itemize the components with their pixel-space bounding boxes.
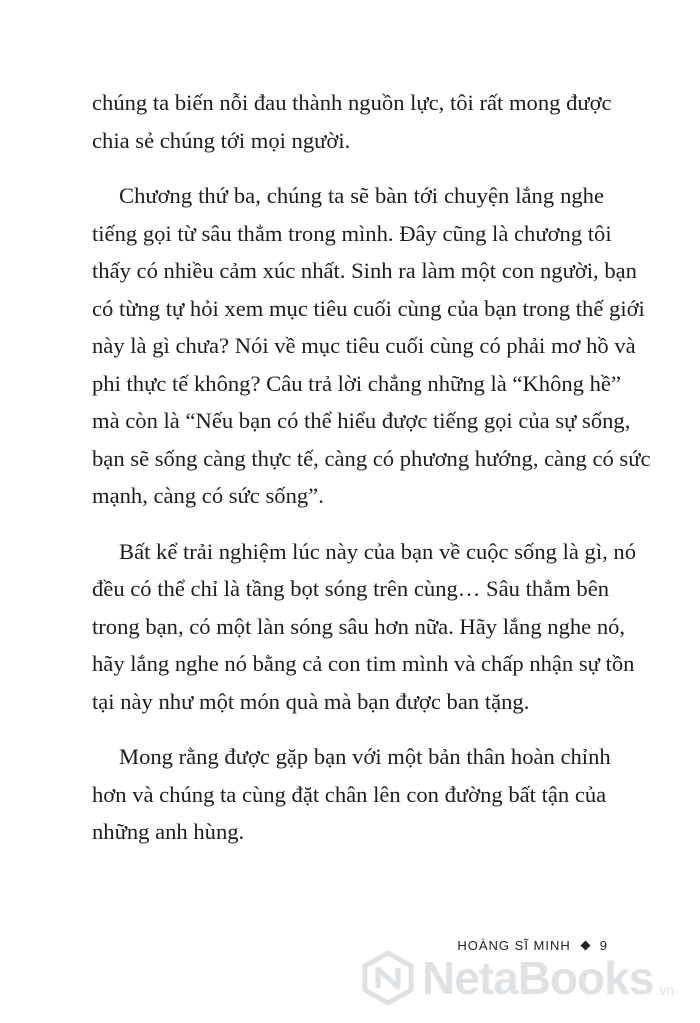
text-line: chúng ta biến nỗi đau thành nguồn lực, tôi rất mong được <box>92 90 612 115</box>
watermark-text: NetaBooks <box>422 952 654 1004</box>
paragraph <box>92 177 651 515</box>
text-line: này là gì chưa? Nói về mục tiêu cuối cùng có phải mơ hồ và <box>92 333 636 358</box>
text-line: Mong rằng được gặp bạn với một bản thân hoàn chỉnh <box>119 744 611 769</box>
text-line: có từng tự hỏi xem mục tiêu cuối cùng của bạn trong thế giới <box>92 295 645 321</box>
text-line: đều có thể chỉ là tầng bọt sóng trên cùng… Sâu thẳm bên <box>92 576 610 601</box>
text-line: thấy có nhiều cảm xúc nhất. Sinh ra làm một con người, bạn <box>92 258 637 283</box>
text-line: những anh hùng. <box>92 819 245 844</box>
text-line: Chương thứ ba, chúng ta sẽ bàn tới chuyện lắng nghe <box>119 183 604 208</box>
text-line: hãy lắng nghe nó bằng cả con tim mình và chấp nhận sự tồn <box>92 651 635 676</box>
text-line: tại này như một món quà mà bạn được ban tặng. <box>92 688 530 714</box>
text-line: phi thực tế không? Câu trả lời chẳng những là “Không hề” <box>92 370 621 396</box>
text-line: chia sẻ chúng tới mọi người. <box>92 127 351 153</box>
paragraph <box>92 84 612 159</box>
text-line: mà còn là “Nếu bạn có thể hiểu được tiếng gọi của sự sống, <box>92 408 631 433</box>
text-line: hơn và chúng ta cùng đặt chân lên con đường bất tận của <box>92 781 607 807</box>
text-line: tiếng gọi từ sâu thẳm trong mình. Đây cũng là chương tôi <box>92 220 612 246</box>
diamond-separator-icon <box>580 941 590 951</box>
author-name: HOÀNG SĨ MINH <box>457 938 571 953</box>
body-text <box>92 84 651 869</box>
text-line: Bất kể trải nghiệm lúc này của bạn về cuộc sống là gì, nó <box>119 538 636 564</box>
paragraph <box>92 738 611 851</box>
text-line: trong bạn, có một làn sóng sâu hơn nữa. Hãy lắng nghe nó, <box>92 613 626 639</box>
watermark-suffix: .vn <box>655 982 674 998</box>
paragraph <box>92 533 636 721</box>
netabooks-logo-icon <box>360 950 416 1006</box>
page-number: 9 <box>599 938 608 953</box>
text-line: mạnh, càng có sức sống”. <box>92 483 324 508</box>
watermark <box>360 950 674 1006</box>
text-line: bạn sẽ sống càng thực tế, càng có phương hướng, càng có sức <box>92 445 651 471</box>
